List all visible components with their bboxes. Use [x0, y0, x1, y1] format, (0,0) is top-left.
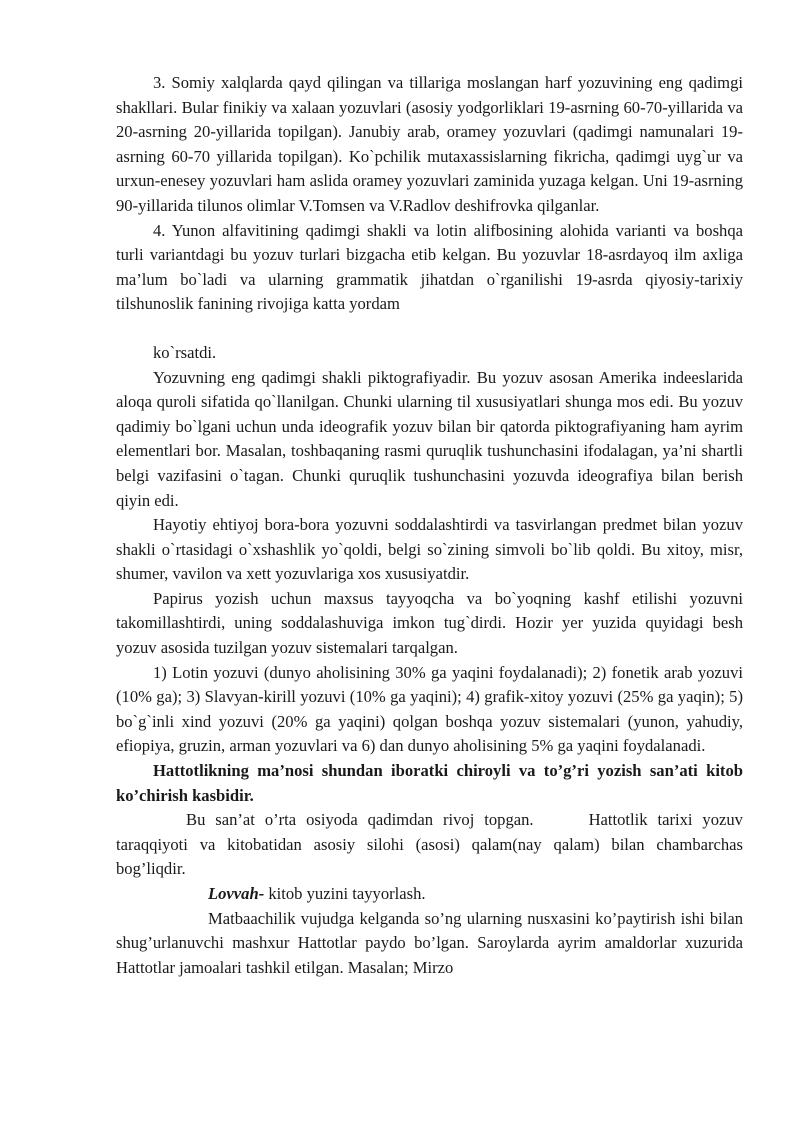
term-lovvah: Lovvah-	[208, 884, 265, 903]
paragraph-papyrus: Papirus yozish uchun maxsus tayyoqcha va bo`yoqning kashf etilishi yozuvni takomillashtirdi, uning soddalashuviga imkon tug`dirdi. Hozir yer yuzida quyidagi besh yozuv asosida tuzilgan yozuv sistemalari tarqalgan.	[116, 588, 743, 658]
paragraph-writing-systems-list: 1) Lotin yozuvi (dunyo aholisining 30% ga yaqini foydalanadi); 2) fonetik arab yozuvi (10% ga); 3) Slavyan-kirill yozuvi (10% ga yaqini); 4) grafik-xitoy yozuvi (25% ga yaqin); 5) bo`g`inli xind yozuvi (20% ga yaqini) qolgan boshqa yozuv sistemalari (yunon, yahudiy, efiopiya, gruzin, arman yozuvlari va 6) dan dunyo aholisining 5% ga yaqini foydalanadi.	[116, 662, 743, 756]
document-body	[116, 71, 743, 980]
paragraph-printing: Matbaachilik vujudga kelganda so’ng ularning nusxasini ko’paytirish ishi bilan shug’urlanuvchi mashxur Hattotlar paydo bo’lgan. Saroylarda ayrim amaldorlar xuzurida Hattotlar jamoalari tashkil etilgan. Masalan; Mirzo	[116, 908, 743, 977]
blank-line	[116, 317, 743, 341]
paragraph-simplification: Hayotiy ehtiyoj bora-bora yozuvni soddalashtirdi va tasvirlangan predmet bilan yozuv shakli o`rtasidagi o`xshashlik yo`qoldi, belgi so`zining simvoli bo`lib qoldi. Bu xitoy, misr, shumer, vavilon va xett yozuvlariga xos xususiyatdir.	[116, 515, 743, 584]
paragraph-pictography: Yozuvning eng qadimgi shakli piktografiyadir. Bu yozuv asosan Amerika indeeslarida aloqa quroli sifatida qo`llanilgan. Chunki ularning til xususiyatlari shunga mos edi. Bu yozuv qadimiy bo`lgani uchun unda ideografik yozuv bilan bir qatorda piktografiyaning ham ayrim elementlari bor. Masalan, toshbaqaning rasmi quruqlik tushunchasini ifodalagan, ya’ni shartli belgi vazifasini o`tagan. Chunki quruqlik tushunchasini yozuvda ideografiya bilan berish qiyin edi.	[116, 367, 743, 510]
paragraph-calligraphy-history	[116, 808, 743, 882]
paragraph-continuation: ko`rsatdi.	[153, 342, 217, 362]
calligraphy-history-body: Hattotlik tarixi yozuv taraqqiyoti va kitobatidan asosiy silohi (asosi) qalam(nay qalam) bilan chambarchas bog’liqdir.	[116, 810, 743, 879]
paragraph-lovvah	[116, 882, 743, 907]
paragraph-calligraphy-definition: Hattotlikning ma’nosi shundan iboratki chiroyli va to’g’ri yozish san’ati kitob ko’chirish kasbidir.	[116, 761, 743, 805]
calligraphy-history-lead: Bu san’at o’rta osiyoda qadimdan rivoj topgan.	[186, 810, 534, 830]
paragraph-yunon-alphabet: 4. Yunon alfavitining qadimgi shakli va lotin alifbosining alohida varianti va boshqa turli variantdagi bu yozuv turlari bizgacha etib kelgan. Bu yozuvlar 18-asrdayoq ilm axliga ma’lum bo`ladi va ularning grammatik jihatdan o`rganilishi 19-asrda qiyosiy-tarixiy tilshunoslik fanining rivojiga katta yordam	[116, 220, 743, 314]
paragraph-somiy-scripts: 3. Somiy xalqlarda qayd qilingan va tillariga moslangan harf yozuvining eng qadimgi shakllari. Bular finikiy va xalaan yozuvlari (asosiy yodgorliklari 19-asrning 60-70-yillarida va 20-asrning 20-yillarida topilgan). Janubiy arab, oramey yozuvlari (qadimgi namunalari 19-asrning 60-70 yillarida topilgan). Ko`pchilik mutaxassislarning fikricha, qadimgi uyg`ur va urxun-enesey yozuvlari ham aslida oramey yozuvlari zaminida yuzaga kelgan. Uni 19-asrning 90-yillarida tilunos olimlar V.Tomsen va V.Radlov deshifrovka qilganlar.	[116, 73, 743, 215]
term-lovvah-definition: kitob yuzini tayyorlash.	[264, 884, 426, 903]
